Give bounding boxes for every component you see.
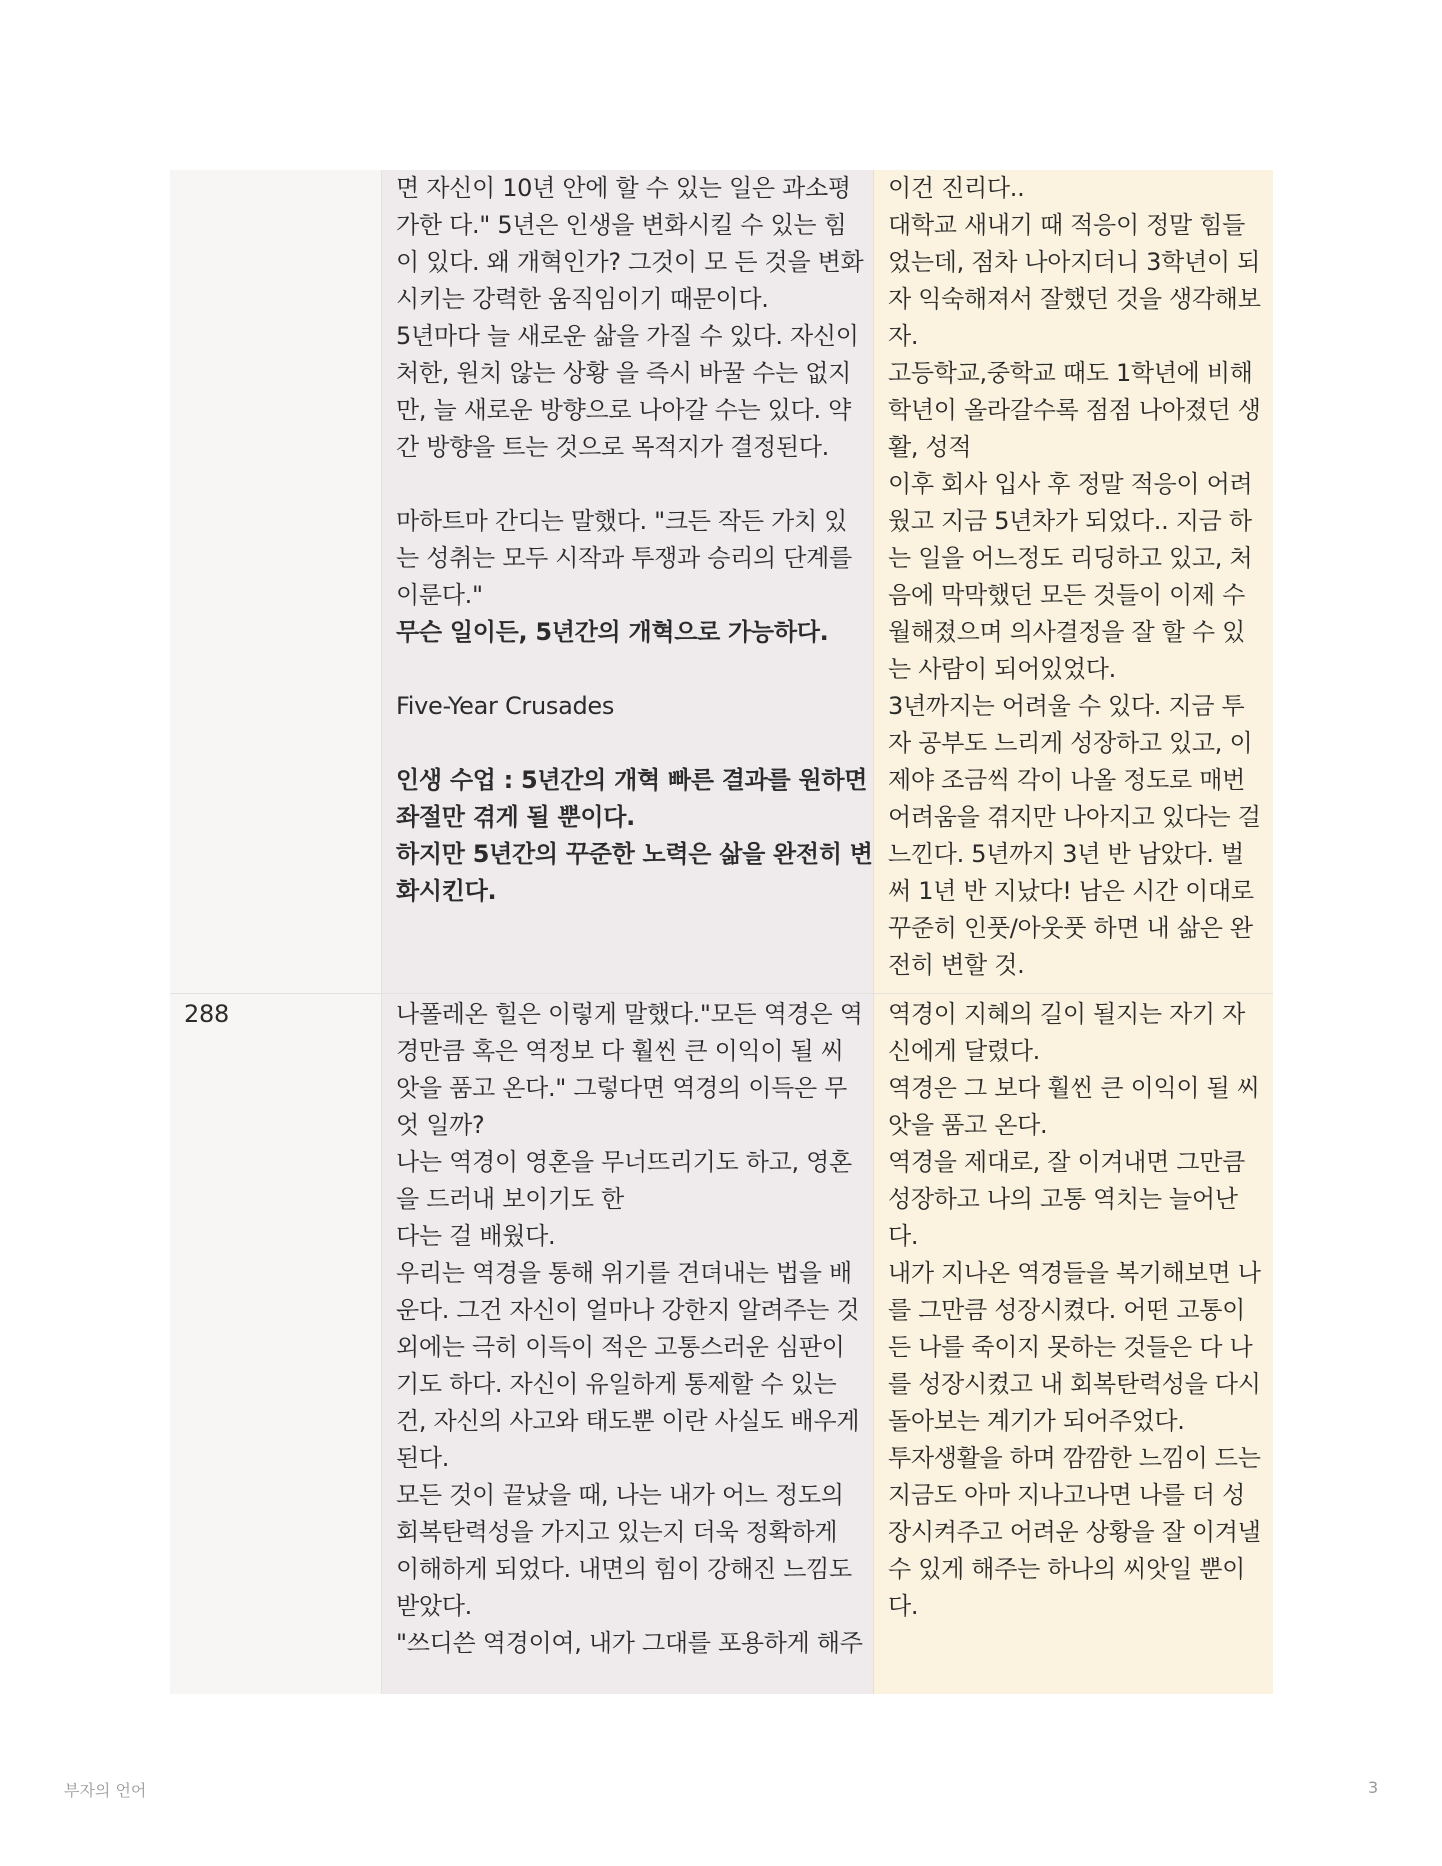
- quote-line: Five-Year Crusades: [396, 692, 615, 720]
- quote-line: 이 있다. 왜 개혁인가? 그것이 모 든 것을 변화: [396, 248, 864, 276]
- note-line: 다.: [888, 1222, 919, 1250]
- quote-cell: [382, 994, 874, 1694]
- quote-line: 만, 늘 새로운 방향으로 나아갈 수는 있다. 약: [396, 396, 851, 424]
- note-line: 이후 회사 입사 후 정말 적응이 어려: [888, 470, 1253, 498]
- note-line: 자 공부도 느리게 성장하고 있고, 이: [888, 729, 1253, 757]
- note-line: 다.: [888, 1592, 919, 1620]
- note-line: 어려움을 겪지만 나아지고 있다는 걸: [888, 803, 1261, 831]
- quote-line: 마하트마 간디는 말했다. "크든 작든 가치 있: [396, 507, 848, 535]
- note-line: 역경은 그 보다 훨씬 큰 이익이 될 씨: [888, 1074, 1260, 1102]
- quote-line: 간 방향을 트는 것으로 목적지가 결정된다.: [396, 433, 830, 461]
- quote-line: 5년마다 늘 새로운 삶을 가질 수 있다. 자신이: [396, 322, 859, 350]
- quote-line: 우리는 역경을 통해 위기를 견뎌내는 법을 배: [396, 1259, 852, 1287]
- quote-line: 처한, 원치 않는 상황 을 즉시 바꿀 수는 없지: [396, 359, 851, 387]
- quote-line: 시키는 강력한 움직임이기 때문이다.: [396, 285, 769, 313]
- note-line: 웠고 지금 5년차가 되었다.. 지금 하: [888, 507, 1252, 535]
- note-line: 었는데, 점차 나아지더니 3학년이 되: [888, 248, 1260, 276]
- quote-line-bold: 하지만 5년간의 꾸준한 노력은 삶을 완전히 변: [396, 840, 873, 868]
- quote-line: 면 자신이 10년 안에 할 수 있는 일은 과소평: [396, 174, 851, 202]
- quote-line: 다는 걸 배웠다.: [396, 1222, 556, 1250]
- note-line: 전히 변할 것.: [888, 951, 1025, 979]
- quote-line: 나폴레온 힐은 이렇게 말했다."모든 역경은 역: [396, 1000, 863, 1028]
- quote-line: 받았다.: [396, 1592, 472, 1620]
- note-line: 돌아보는 계기가 되어주었다.: [888, 1407, 1185, 1435]
- row-number: [184, 170, 367, 207]
- quote-line: 운다. 그건 자신이 얼마나 강한지 알려주는 것: [396, 1296, 860, 1324]
- table-row: [170, 170, 1273, 994]
- quote-line: 을 드러내 보이기도 한: [396, 1185, 624, 1213]
- quote-line: 기도 하다. 자신이 유일하게 통제할 수 있는: [396, 1370, 837, 1398]
- quote-line: 는 성취는 모두 시작과 투쟁과 승리의 단계를: [396, 544, 852, 572]
- blank-line: [396, 466, 859, 503]
- blank-line: [396, 651, 859, 688]
- note-line: 수 있게 해주는 하나의 씨앗일 뿐이: [888, 1555, 1246, 1583]
- note-line: 이건 진리다..: [888, 174, 1025, 202]
- note-line: 꾸준히 인풋/아웃풋 하면 내 삶은 완: [888, 914, 1253, 942]
- table-row: [170, 994, 1273, 1694]
- note-line: 제야 조금씩 각이 나올 정도로 매번: [888, 766, 1246, 794]
- note-line: 는 일을 어느정도 리딩하고 있고, 처: [888, 544, 1253, 572]
- quote-line: 이룬다.": [396, 581, 483, 609]
- note-line: 를 그만큼 성장시켰다. 어떤 고통이: [888, 1296, 1246, 1324]
- quote-line-bold: 인생 수업 : 5년간의 개혁 빠른 결과를 원하면: [396, 766, 868, 794]
- notes-table: [170, 170, 1273, 1694]
- note-line: 학년이 올라갈수록 점점 나아졌던 생: [888, 396, 1261, 424]
- note-line: 는 사람이 되어있었다.: [888, 655, 1116, 683]
- note-line: 역경을 제대로, 잘 이겨내면 그만큼: [888, 1148, 1246, 1176]
- quote-line: 가한 다." 5년은 인생을 변화시킬 수 있는 힘: [396, 211, 847, 239]
- note-line: 3년까지는 어려울 수 있다. 지금 투: [888, 692, 1245, 720]
- note-line: 앗을 품고 온다.: [888, 1111, 1048, 1139]
- quote-line: "쓰디쓴 역경이여, 내가 그대를 포용하게 해주: [396, 1629, 863, 1657]
- quote-line: 된다.: [396, 1444, 450, 1472]
- note-line: 역경이 지혜의 길이 될지는 자기 자: [888, 1000, 1246, 1028]
- quote-line-bold: 화시킨다.: [396, 877, 497, 905]
- note-line: 를 성장시켰고 내 회복탄력성을 다시: [888, 1370, 1261, 1398]
- note-line: 성장하고 나의 고통 역치는 늘어난: [888, 1185, 1238, 1213]
- quote-line: 이해하게 되었다. 내면의 힘이 강해진 느낌도: [396, 1555, 852, 1583]
- quote-line-bold: 무슨 일이든, 5년간의 개혁으로 가능하다.: [396, 618, 829, 646]
- quote-line: 모든 것이 끝났을 때, 나는 내가 어느 정도의: [396, 1481, 844, 1509]
- note-line: 내가 지나온 역경들을 복기해보면 나: [888, 1259, 1261, 1287]
- quote-cell: [382, 170, 874, 993]
- quote-line: 외에는 극히 이득이 적은 고통스러운 심판이: [396, 1333, 845, 1361]
- quote-line: 건, 자신의 사고와 태도뿐 이란 사실도 배우게: [396, 1407, 860, 1435]
- note-line: 지금도 아마 지나고나면 나를 더 성: [888, 1481, 1246, 1509]
- footer-title: 부자의 언어: [64, 1781, 147, 1800]
- quote-line: 나는 역경이 영혼을 무너뜨리기도 하고, 영혼: [396, 1148, 852, 1176]
- note-line: 신에게 달렸다.: [888, 1037, 1040, 1065]
- note-line: 써 1년 반 지났다! 남은 시간 이대로: [888, 877, 1254, 905]
- note-line: 대학교 새내기 때 적응이 정말 힘들: [888, 211, 1246, 239]
- note-line: 느낀다. 5년까지 3년 반 남았다. 벌: [888, 840, 1244, 868]
- quote-line: 회복탄력성을 가지고 있는지 더욱 정확하게: [396, 1518, 838, 1546]
- quote-line: 앗을 품고 온다." 그렇다면 역경의 이득은 무: [396, 1074, 848, 1102]
- note-line: 장시켜주고 어려운 상황을 잘 이겨낼: [888, 1518, 1261, 1546]
- quote-line: 엇 일까?: [396, 1111, 485, 1139]
- note-line: 든 나를 죽이지 못하는 것들은 다 나: [888, 1333, 1253, 1361]
- note-cell: [874, 994, 1273, 1694]
- note-line: 활, 성적: [888, 433, 972, 461]
- quote-line: 경만큼 혹은 역정보 다 훨씬 큰 이익이 될 씨: [396, 1037, 844, 1065]
- quote-line-bold: 좌절만 겪게 될 뿐이다.: [396, 803, 635, 831]
- number-cell: [170, 170, 382, 993]
- blank-line: [396, 725, 859, 762]
- note-line: 고등학교,중학교 때도 1학년에 비해: [888, 359, 1253, 387]
- row-number: 288: [184, 1000, 229, 1028]
- page-number: 3: [1368, 1778, 1379, 1797]
- note-cell: [874, 170, 1273, 993]
- note-line: 월해졌으며 의사결정을 잘 할 수 있: [888, 618, 1246, 646]
- note-line: 자.: [888, 322, 919, 350]
- note-line: 자 익숙해져서 잘했던 것을 생각해보: [888, 285, 1261, 313]
- note-line: 음에 막막했던 모든 것들이 이제 수: [888, 581, 1246, 609]
- note-line: 투자생활을 하며 깜깜한 느낌이 드는: [888, 1444, 1261, 1472]
- number-cell: [170, 994, 382, 1694]
